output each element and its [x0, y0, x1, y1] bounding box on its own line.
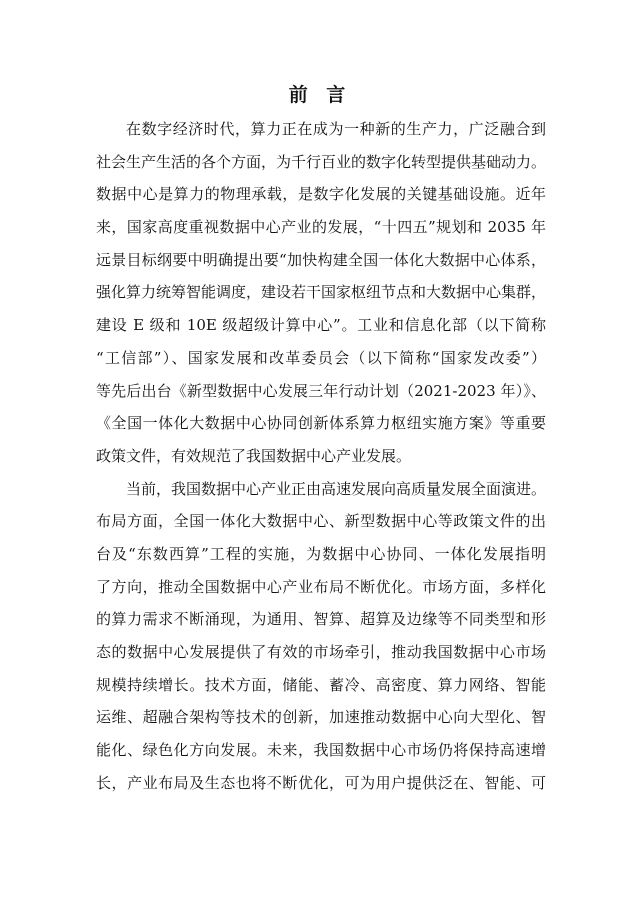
paragraph-1-line: 等先后出台《新型数据中心发展三年行动计划（2021-2023 年）》、 — [96, 381, 546, 400]
paragraph-2-line: 态的数据中心发展提供了有效的市场牵引，推动我国数据中心市场 — [96, 643, 546, 661]
paragraph-2-line: 的算力需求不断涌现，为通用、智算、超算及边缘等不同类型和形 — [96, 610, 546, 629]
paragraph-1-line: 《全国一体化大数据中心协同创新体系算力枢纽实施方案》等重要 — [96, 414, 546, 433]
paragraph-2-line: 布局方面，全国一体化大数据中心、新型数据中心等政策文件的出 — [96, 512, 546, 531]
paragraph-2-line: 长，产业布局及生态也将不断优化，可为用户提供泛在、智能、可 — [96, 773, 546, 792]
paragraph-1-line: 强化算力统筹智能调度，建设若干国家枢纽节点和大数据中心集群， — [96, 283, 546, 302]
paragraph-1-line: 社会生产生活的各个方面，为千行百业的数字化转型提供基础动力。 — [96, 152, 546, 171]
paragraph-1-line: 远景目标纲要中明确提出要“加快构建全国一体化大数据中心体系， — [96, 250, 546, 269]
preface-body — [96, 113, 546, 799]
paragraph-2-line: 了方向，推动全国数据中心产业布局不断优化。市场方面，多样化 — [96, 577, 546, 596]
paragraph-2-line: 能化、绿色化方向发展。未来，我国数据中心市场仍将保持高速增 — [96, 741, 546, 760]
paragraph-1-line: 来，国家高度重视数据中心产业的发展，“十四五”规划和 2035 年 — [96, 218, 546, 237]
paragraph-1-line: “工信部”）、国家发展和改革委员会（以下简称“国家发改委”） — [96, 348, 546, 367]
page-title: 前 言 — [288, 84, 352, 106]
paragraph-1-line: 数据中心是算力的物理承载，是数字化发展的关键基础设施。近年 — [96, 185, 546, 204]
paragraph-2-line: 当前，我国数据中心产业正由高速发展向高质量发展全面演进。 — [126, 479, 546, 498]
paragraph-2-line: 运维、超融合架构等技术的创新，加速推动数据中心向大型化、智 — [96, 708, 546, 727]
paragraph-2-line: 规模持续增长。技术方面，储能、蓄冷、高密度、算力网络、智能 — [96, 675, 546, 694]
paragraph-1-line: 政策文件，有效规范了我国数据中心产业发展。 — [96, 446, 412, 465]
paragraph-1-line: 在数字经济时代，算力正在成为一种新的生产力，广泛融合到 — [126, 120, 546, 138]
paragraph-2-line: 台及“东数西算”工程的实施，为数据中心协同、一体化发展指明 — [96, 544, 546, 563]
paragraph-1-line: 建设 E 级和 10E 级超级计算中心”。工业和信息化部（以下简称 — [96, 316, 546, 335]
